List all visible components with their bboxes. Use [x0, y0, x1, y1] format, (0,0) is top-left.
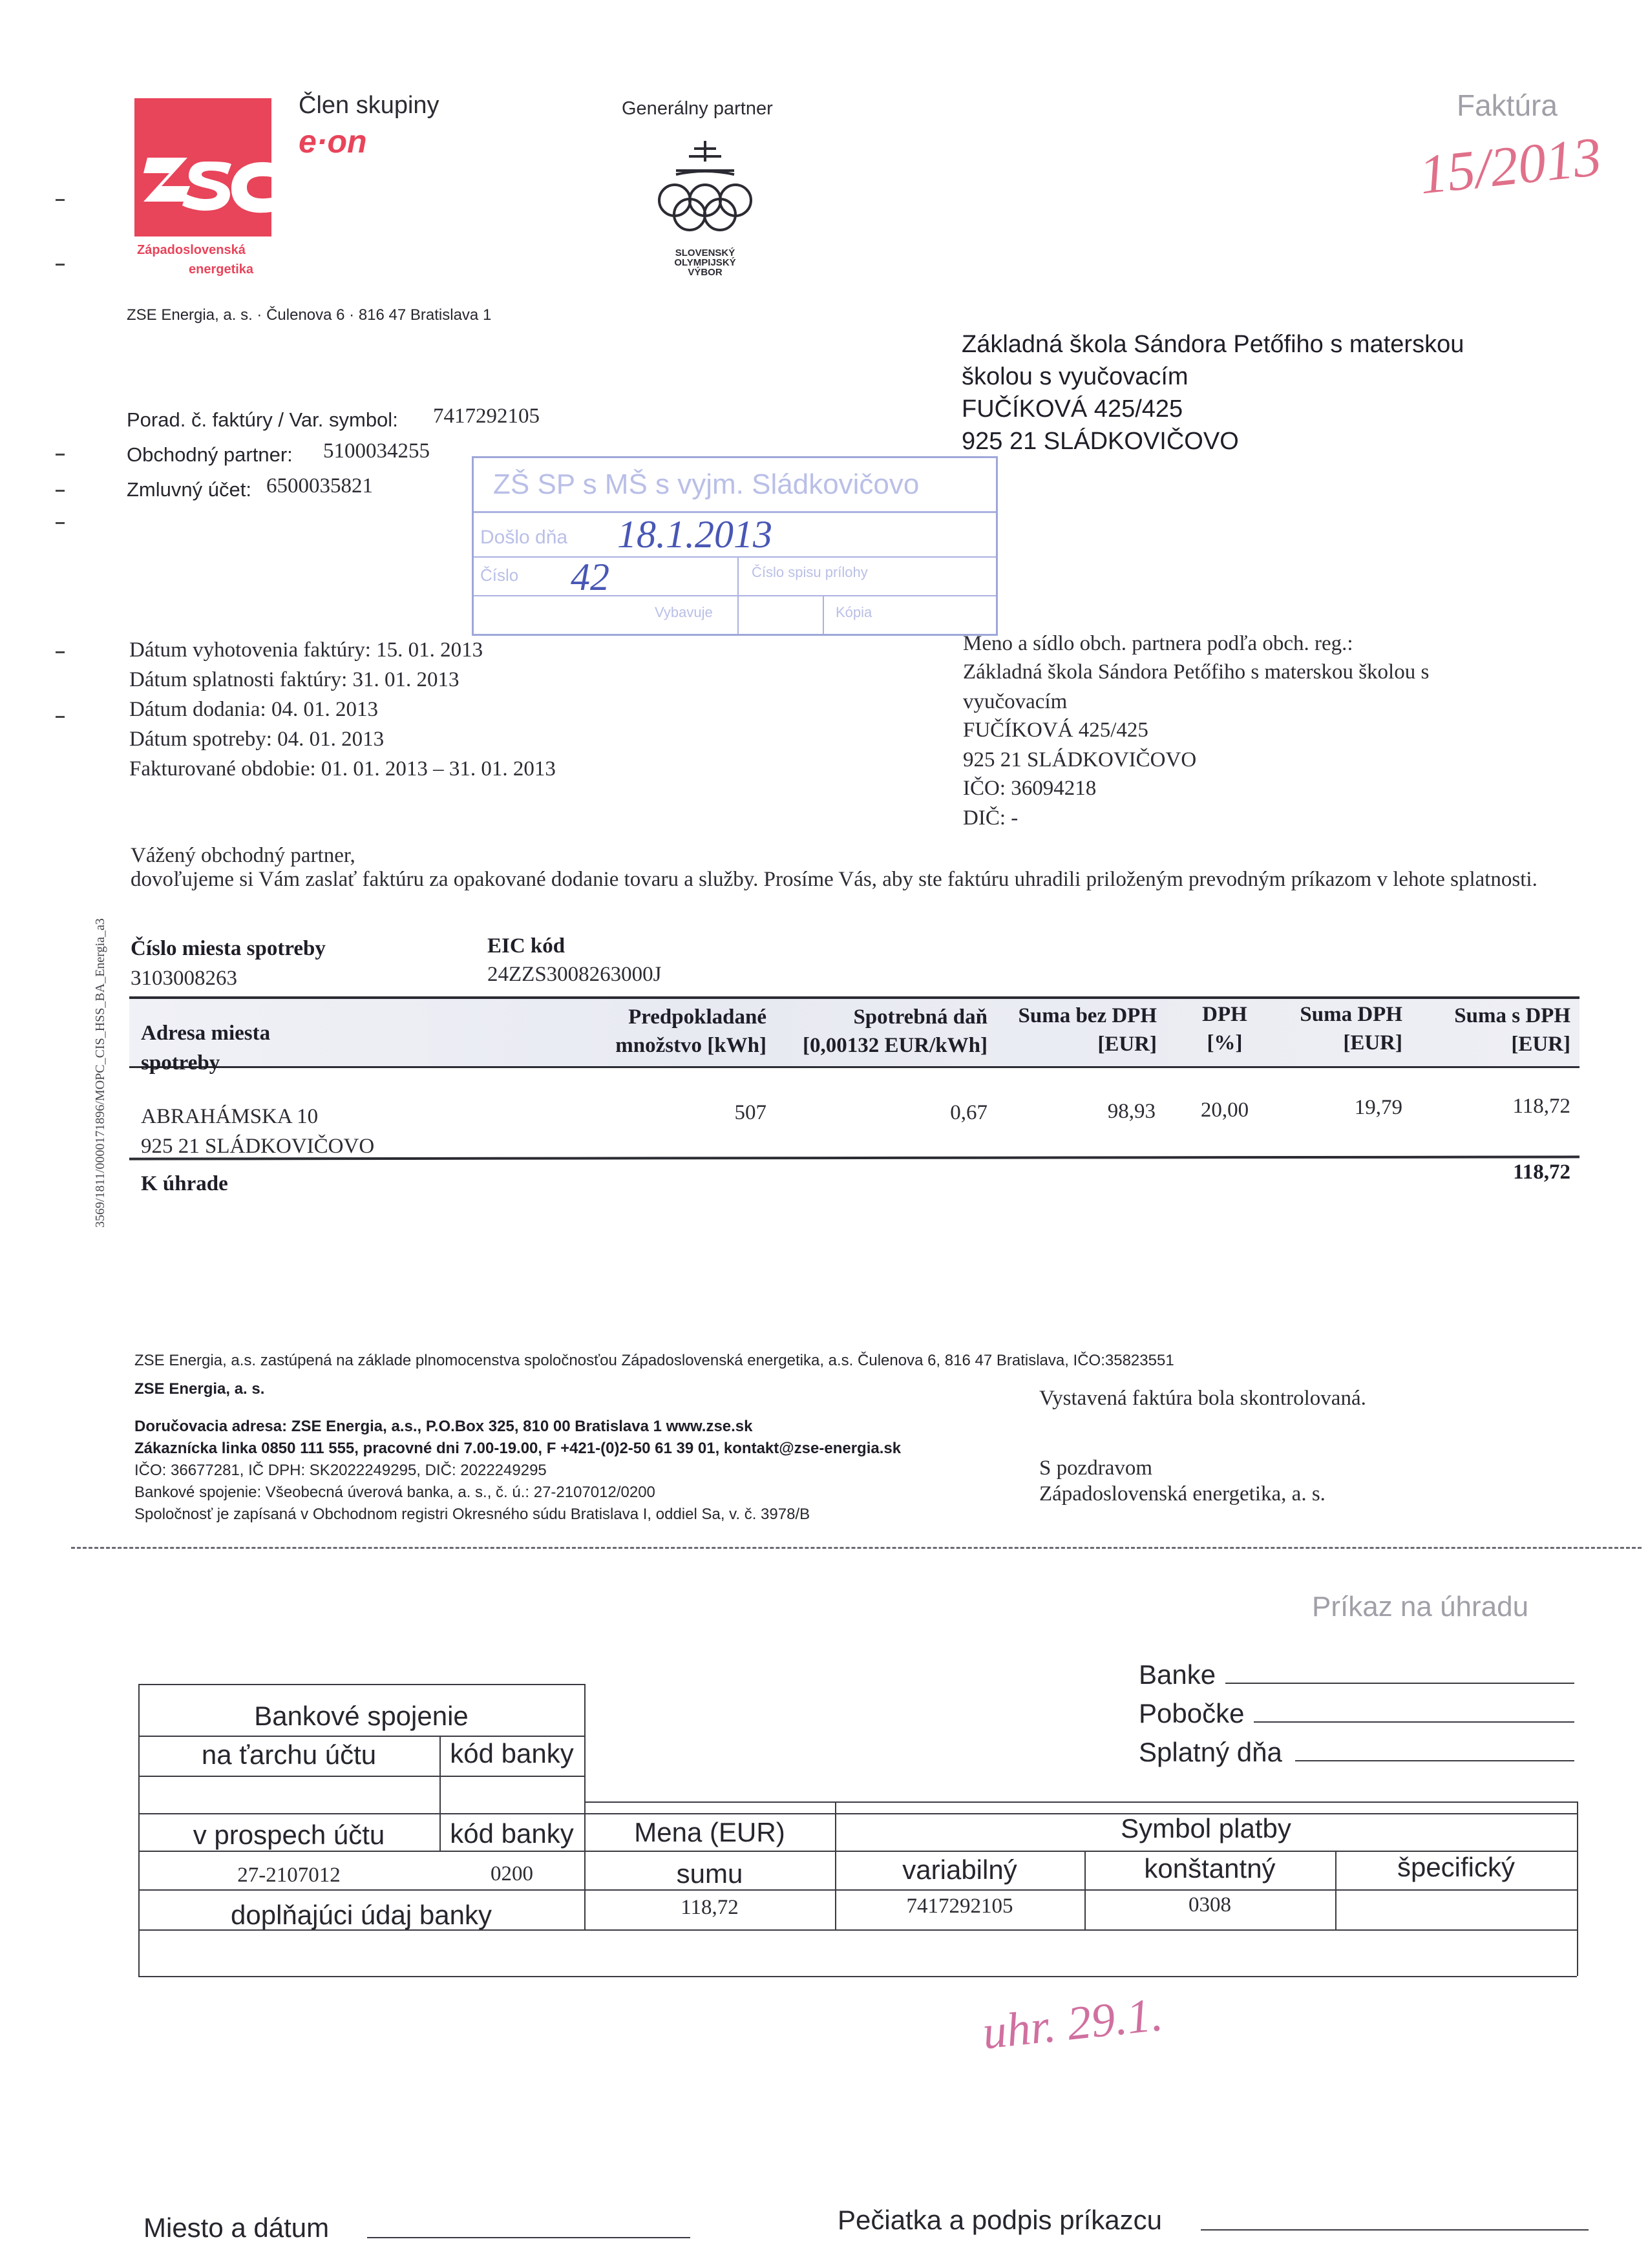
scan-mark [56, 651, 65, 653]
variable-label: variabilný [902, 1854, 1017, 1885]
date-period: Fakturované obdobie: 01. 01. 2013 – 31. 01. 2013 [129, 757, 556, 781]
recipient-line-1: Základná škola Sándora Petőfiho s materskou [962, 331, 1464, 358]
row-tax: 0,67 [950, 1101, 988, 1124]
group-label: Člen skupiny [299, 92, 439, 119]
footer-line-2: ZSE Energia, a. s. [134, 1380, 265, 1398]
stamp-divider [737, 556, 739, 634]
amount-label: sumu [676, 1858, 743, 1889]
branch-label: Pobočke [1139, 1698, 1245, 1728]
recipient-line-4: 925 21 SLÁDKOVIČOVO [962, 428, 1239, 455]
consumption-number: 3103008263 [131, 967, 237, 990]
stamp-divider [474, 595, 996, 596]
row-gross: 118,72 [1512, 1095, 1570, 1118]
grid-line [584, 1684, 586, 1929]
recipient-line-2: školou s vyučovacím [962, 363, 1188, 390]
branch-field[interactable] [1254, 1721, 1574, 1723]
olympic-line-3: VÝBOR [688, 267, 723, 278]
payment-order-title: Príkaz na úhradu [1312, 1591, 1529, 1622]
side-code: 3569/1811/0000171896/MOPC_CIS_HSS_BA_Energia_a3 [93, 918, 107, 1228]
extra-label: doplňajúci údaj banky [231, 1900, 492, 1930]
th-vat-sum-1: Suma DPH [1300, 1003, 1402, 1026]
row-net: 98,93 [1107, 1100, 1156, 1123]
olympic-logo [650, 136, 760, 252]
register-line-4: 925 21 SLÁDKOVIČOVO [963, 748, 1197, 772]
signature-label: Pečiatka a podpis príkazcu [838, 2205, 1162, 2235]
recipient-line-3: FUČÍKOVÁ 425/425 [962, 395, 1183, 423]
symbol-label: Symbol platby [1121, 1813, 1291, 1843]
th-tax-2: [0,00132 EUR/kWh] [802, 1034, 988, 1057]
grid-line [138, 1684, 584, 1685]
stamp-received-label: Došlo dňa [480, 527, 568, 548]
partner-label: Generálny partner [622, 98, 773, 119]
th-vat-sum-2: [EUR] [1343, 1031, 1402, 1055]
th-quantity-2: množstvo [kWh] [615, 1034, 766, 1057]
bank-label: Banke [1139, 1659, 1216, 1690]
zse-logo-mark-icon [134, 98, 271, 236]
handwritten-number: 15/2013 [1416, 125, 1605, 206]
grid-line [584, 1801, 1577, 1803]
footer-line-7: Spoločnosť je zapísaná v Obchodnom registri Okresného súdu Bratislava I, oddiel Sa, v. č. 3978/B [134, 1506, 810, 1523]
letter-body [131, 865, 1578, 894]
register-ico: IČO: 36094218 [963, 777, 1097, 800]
row-vat-sum: 19,79 [1354, 1096, 1402, 1119]
stamp-divider [823, 595, 824, 634]
letter-body-2: lehote splatnosti. [1393, 868, 1537, 891]
row-address-2: 925 21 SLÁDKOVIČOVO [141, 1135, 375, 1158]
constant-value: 0308 [1188, 1893, 1231, 1916]
sender-address: ZSE Energia, a. s. · Čulenova 6 · 816 47 Bratislava 1 [127, 306, 492, 324]
handwritten-paid-note: uhr. 29.1. [980, 1988, 1166, 2060]
th-quantity-1: Predpokladané [628, 1005, 766, 1029]
footer-line-6: Bankové spojenie: Všeobecná úverová banka, a. s., č. ú.: 27-2107012/0200 [134, 1484, 655, 1501]
footer-line-5: IČO: 36677281, IČ DPH: SK2022249295, DIČ: 2022249295 [134, 1462, 547, 1479]
signature-field[interactable] [1201, 2229, 1589, 2231]
grid-line [138, 1776, 584, 1777]
scan-mark [56, 264, 65, 266]
eic-code: 24ZZS3008263000J [487, 963, 662, 986]
bank-field[interactable] [1225, 1683, 1574, 1684]
register-line-3: FUČÍKOVÁ 425/425 [963, 719, 1148, 742]
place-date-field[interactable] [367, 2237, 690, 2238]
stamp-field-2: Číslo spisu prílohy [752, 564, 868, 580]
table-header-rule [129, 1066, 1579, 1068]
bank-code-value: 0200 [491, 1862, 533, 1885]
date-delivery: Dátum dodania: 04. 01. 2013 [129, 698, 378, 721]
amount-value: 118,72 [681, 1896, 739, 1919]
bank-conn-label: Bankové spojenie [254, 1701, 469, 1731]
register-line-1: Základná škola Sándora Petőfiho s materskou školou s [963, 660, 1430, 684]
stamp-field-3: Vybavuje [655, 604, 713, 620]
currency-label: Mena (EUR) [634, 1817, 785, 1847]
register-dic: DIČ: - [963, 806, 1019, 830]
received-stamp [472, 456, 998, 636]
stamp-school-text: ZŠ SP s MŠ s vyjm. Sládkovičovo [493, 468, 920, 500]
letter-body-1: dovoľujeme si Vám zaslať faktúru za opakované dodanie tovaru a služby. Prosíme Vás, aby ste faktúru uhradili priloženým prevodným príkazom v [131, 868, 1388, 891]
scan-mark [56, 490, 65, 492]
th-tax-1: Spotrebná daň [853, 1005, 988, 1029]
scan-mark [56, 716, 65, 718]
credit-account-label: v prospech účtu [193, 1820, 385, 1850]
constant-label: konštantný [1144, 1853, 1276, 1884]
register-heading: Meno a sídlo obch. partnera podľa obch. reg.: [963, 632, 1353, 655]
scan-mark [56, 454, 65, 456]
grid-line [138, 1889, 1577, 1891]
variable-value: 7417292105 [906, 1895, 1013, 1918]
partner-label: Obchodný partner: [127, 443, 293, 466]
olympic-rings-icon [650, 136, 760, 252]
th-gross-1: Suma s DPH [1454, 1004, 1570, 1027]
footer-line-3: Doručovacia adresa: ZSE Energia, a.s., P.O.Box 325, 810 00 Bratislava 1 www.zse.sk [134, 1418, 753, 1435]
stamp-field-4: Kópia [836, 604, 872, 620]
debit-account-label: na ťarchu účtu [201, 1739, 377, 1770]
due-label: Splatný dňa [1139, 1737, 1282, 1767]
th-net-1: Suma bez DPH [1018, 1004, 1157, 1027]
total-value: 118,72 [1513, 1160, 1570, 1184]
th-net-2: [EUR] [1097, 1033, 1157, 1056]
th-vat-1: DPH [1202, 1003, 1247, 1026]
register-line-2: vyučovacím [963, 690, 1068, 713]
stamp-number: 42 [571, 556, 609, 598]
th-gross-2: [EUR] [1511, 1033, 1570, 1056]
olympic-line-2: OLYMPIJSKÝ [674, 257, 736, 268]
eic-label: EIC kód [487, 934, 565, 958]
logo-subtitle-1: Západoslovenská [137, 243, 246, 257]
bank-code-label-1: kód banky [450, 1738, 574, 1769]
row-address-1: ABRAHÁMSKA 10 [141, 1105, 319, 1128]
bank-code-label-2: kód banky [450, 1818, 574, 1849]
footer-regards: S pozdravom [1039, 1456, 1153, 1480]
zse-logo [134, 98, 271, 236]
invoice-no: 7417292105 [433, 404, 540, 428]
contract-label: Zmluvný účet: [127, 478, 251, 501]
eon-brand: e·on [299, 123, 367, 160]
olympic-text [657, 248, 754, 277]
grid-line [138, 1736, 584, 1737]
cut-line [71, 1547, 1642, 1549]
letter-greeting: Vážený obchodný partner, [131, 844, 355, 867]
footer-company: Západoslovenská energetika, a. s. [1039, 1482, 1326, 1506]
th-address: Adresa miesta spotreby [141, 1022, 271, 1075]
doc-title: Faktúra [1457, 89, 1558, 122]
account-value: 27-2107012 [237, 1864, 341, 1887]
scan-mark [56, 199, 65, 201]
row-quantity: 507 [734, 1101, 766, 1124]
place-date-label: Miesto a dátum [143, 2212, 330, 2243]
logo-subtitle-2: energetika [189, 262, 254, 277]
row-vat: 20,00 [1200, 1098, 1249, 1122]
footer-line-4: Zákaznícka linka 0850 111 555, pracovné dni 7.00-19.00, F +421-(0)2-50 61 39 01, kontakt@zse-energia.sk [134, 1440, 902, 1457]
th-vat-2: [%] [1207, 1031, 1243, 1055]
specific-label: špecifický [1397, 1852, 1516, 1882]
olympic-line-1: SLOVENSKÝ [675, 247, 735, 258]
partner-no: 5100034255 [323, 439, 430, 463]
date-due: Dátum splatnosti faktúry: 31. 01. 2013 [129, 668, 460, 691]
invoice-no-label: Porad. č. faktúry / Var. symbol: [127, 408, 398, 431]
stamp-received-date: 18.1.2013 [617, 513, 772, 556]
footer-checked: Vystavená faktúra bola skontrolovaná. [1039, 1387, 1366, 1410]
stamp-field-1: Číslo [480, 565, 519, 585]
scan-mark [56, 522, 65, 524]
date-issued: Dátum vyhotovenia faktúry: 15. 01. 2013 [129, 638, 483, 662]
grid-line [1577, 1801, 1578, 1976]
due-field[interactable] [1295, 1760, 1574, 1761]
grid-line [138, 1976, 1577, 1977]
total-label: K úhrade [141, 1172, 228, 1195]
contract-no: 6500035821 [266, 474, 373, 498]
consumption-number-label: Číslo miesta spotreby [131, 937, 326, 960]
footer-line-1: ZSE Energia, a.s. zastúpená na základe plnomocenstva spoločnosťou Západoslovenská energetika, a.s. Čulenova 6, 816 47 Bratislava, IČO:35823551 [134, 1352, 1174, 1369]
date-consumption: Dátum spotreby: 04. 01. 2013 [129, 728, 385, 751]
